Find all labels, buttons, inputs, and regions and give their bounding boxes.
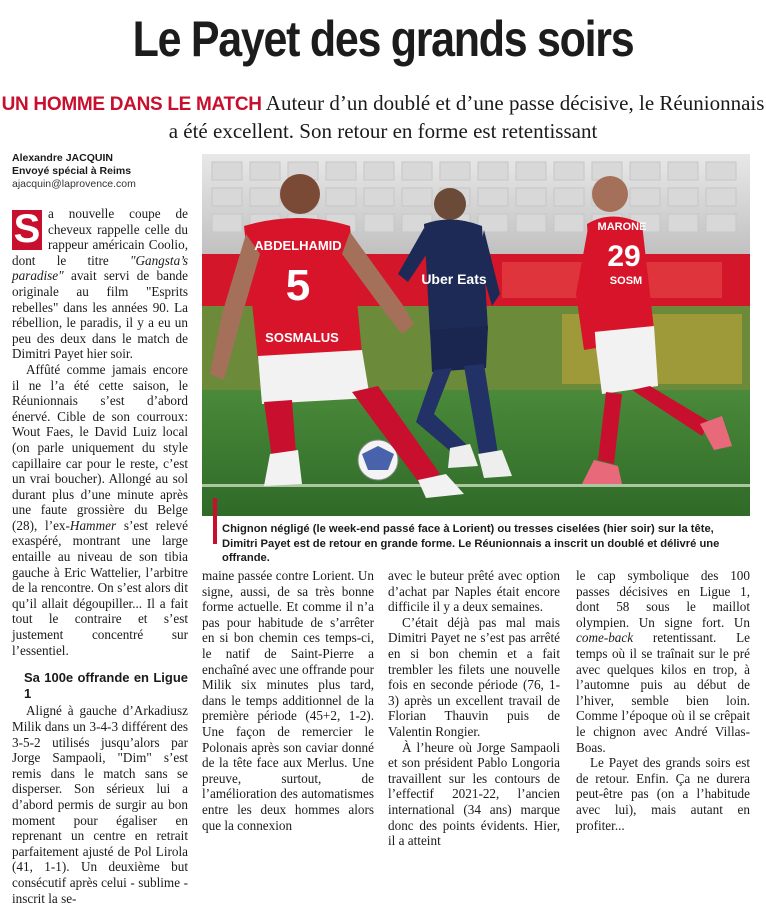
column-2: [202, 568, 374, 833]
author-role: Envoyé spécial à Reims: [12, 165, 132, 177]
player-right-sponsor: SOSM: [609, 275, 643, 287]
deck: [0, 90, 766, 144]
paragraph: Affûté comme jamais encore il ne l’a été cette saison, le Réunionnais s’est d’abord énervé. Cible de son courroux: Wout Faes, le David Luiz local (on parle uniquement du style capillaire car pour le reste, c’est un vrai boucher). Allongé au sol durant plus d’une minute après une faute grossière du Belge (28), l’ex-Hammer s’est relevé exaspéré, montrant une large entaille au niveau de son tibia gauche à Eric Wattelier, l’arbitre de la rencontre. On s’est alors dit qu’il allait dégoupiller... Il a fait tout le contraire et s’est justement concentré sur l’essentiel.: [12, 361, 188, 658]
player-left-sponsor: SOSMALUS: [265, 330, 339, 345]
player-left-number: 5: [285, 261, 311, 310]
paragraph: C’était déjà pas mal mais Dimitri Payet ne s’est pas arrêté en si bon chemin et a fait trembler les filets une nouvelle fois en seconde période (76, 1-3) après un excellent travail de Florian Thauvin puis de Valentin Rongier.: [388, 614, 560, 739]
paragraph: le cap symbolique des 100 passes décisives en Ligue 1, dont 58 sous le maillot olympien. Un signe fort. Un come-back retentissant. Le temps où il se traînait sur le pré avec quelques kilos en trop, à l’automne puis au début de l’hiver, semble bien loin. Comme l’époque où il se crêpait le chignon avec André Villas-Boas.: [576, 568, 750, 755]
paragraph: S a nouvelle coupe de cheveux rappelle celle du rappeur américain Coolio, dont le titre "Gangsta’s paradise" avait servi de bande originale au film "Esprits rebelles" dans les années 90. La rébellion, le paradis, il y a eu un peu des deux dans le match de Dimitri Payet hier soir.: [12, 206, 188, 362]
paragraph: avec le buteur prêté avec option d’achat par Naples était encore difficile il y a deux semaines.: [388, 568, 560, 615]
column-4: [576, 568, 750, 833]
match-photo: [202, 154, 750, 516]
kicker: UN HOMME DANS LE MATCH: [1, 94, 262, 115]
caption-bar: [213, 498, 217, 544]
match-photo-illustration: [202, 154, 750, 516]
paragraph: Aligné à gauche d’Arkadiusz Milik dans un 3-4-3 différent des 3-5-2 utilisés jusqu’alors par Jorge Sampaoli, "Dim" s’est remis dans le match sans se disperser. Son sérieux lui a d’abord permis de surgir au bon moment pour égaliser en reprenant un centre en retrait parfaitement ajusté de Pol Lirola (41, 1-1). Un deuxième but consécutif après celui - sublime - inscrit la se-: [12, 703, 188, 906]
headline: Le Payet des grands soirs: [132, 11, 634, 67]
author-email[interactable]: ajacquin@laprovence.com: [12, 178, 136, 190]
player-right-name: MARONE: [597, 221, 647, 233]
paragraph: À l’heure où Jorge Sampaoli et son président Pablo Longoria travaillent sur les contours de l’effectif 2021-22, l’ancien international (34 ans) marque donc des points évidents. Hier, il a atteint: [388, 739, 560, 849]
author-name: Alexandre JACQUIN: [12, 152, 113, 164]
paragraph: maine passée contre Lorient. Un signe, aussi, de sa très bonne forme actuelle. Et comme il n’a pas pour habitude de s’arrêter en si bon chemin ces temps-ci, le natif de Saint-Pierre a enchaîné avec une offrande pour Milik six minutes plus tard, dans le temps additionnel de la première période (45+2, 1-2). Une façon de remercier le Polonais après son caviar donné de la tête face aux Merlus. Une preuve, surtout, de l’amélioration des automatismes entre les deux hommes alors que la connexion: [202, 568, 374, 833]
paragraph: Le Payet des grands soirs est de retour. Enfin. Ça ne durera peut-être pas (on a l’habitude avec lui), mais autant en profiter...: [576, 755, 750, 833]
dropcap: S: [13, 207, 41, 251]
player-center-sponsor: Uber Eats: [421, 271, 487, 287]
column-1: [12, 206, 188, 906]
photo-caption: Chignon négligé (le week-end passé face à Lorient) ou tresses ciselées (hier soir) sur la tête, Dimitri Payet est de retour en grande forme. Le Réunionnais a inscrit un doublé et délivré une offrande.: [222, 523, 720, 564]
subhead: Sa 100e offrande en Ligue 1: [24, 670, 188, 701]
byline: [12, 152, 136, 191]
player-right-number: 29: [607, 240, 641, 273]
column-3: [388, 568, 560, 849]
player-left-name: ABDELHAMID: [254, 238, 342, 253]
deck-text: Auteur d’un doublé et d’une passe décisive, le Réunionnais a été excellent. Son retour en forme est retentissant: [168, 91, 765, 143]
